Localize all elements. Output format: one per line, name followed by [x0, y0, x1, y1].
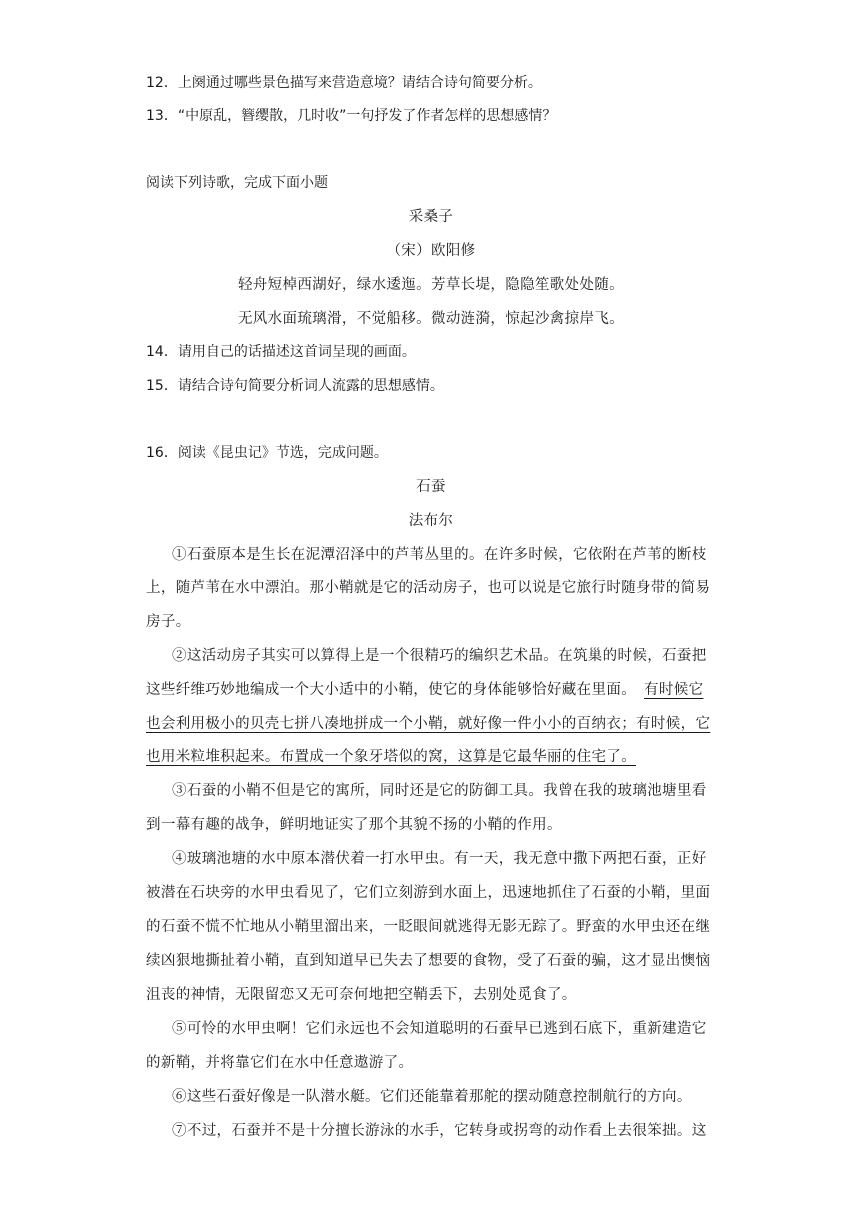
essay-line: ④玻璃池塘的水中原本潜伏着一打水甲虫。有一天，我无意中撒下两把石蚕，正好 [172, 851, 707, 867]
essay-line: ①石蚕原本是生长在泥潭沼泽中的芦苇丛里的。在许多时候，它依附在芦苇的断枝 [172, 547, 707, 563]
question-15: 15．请结合诗句简要分析词人流露的思想感情。 [146, 378, 444, 394]
poem-line-2: 无风水面琉璃滑，不觉船移。微动涟漪，惊起沙禽掠岸飞。 [237, 311, 625, 327]
poem-line-1: 轻舟短棹西湖好，绿水逶迤。芳草长堤，隐隐笙歌处处随。 [237, 277, 625, 293]
underlined-sentence: 也用米粒堆积起来。布置成一个象牙塔似的窝，这算是它最华丽的住宅了。 [146, 749, 637, 765]
poem-author: （宋）欧阳修 [386, 243, 476, 259]
essay-text: 这些纤维巧妙地编成一个大小适中的小鞘，使它的身体能够恰好藏在里面。 [146, 682, 637, 698]
essay-title: 石蚕 [416, 479, 446, 495]
poem-intro: 阅读下列诗歌，完成下面小题 [146, 175, 328, 191]
essay-line: ②这活动房子其实可以算得上是一个很精巧的编织艺术品。在筑巢的时候，石蚕把 [172, 648, 707, 664]
essay-author: 法布尔 [408, 513, 454, 529]
underlined-sentence: 也会利用极小的贝壳七拼八凑地拼成一个小鞘，就好像一件小小的百纳衣；有时候，它 [146, 716, 711, 732]
question-14: 14．请用自己的话描述这首词呈现的画面。 [146, 344, 416, 360]
essay-line: 的新鞘，并将靠它们在水中任意遨游了。 [146, 1055, 414, 1071]
essay-line-with-underline [146, 680, 726, 700]
underlined-sentence: 有时候它 [644, 682, 704, 698]
essay-line: 的石蚕不慌不忙地从小鞘里溜出来，一眨眼间就逃得无影无踪了。野蛮的水甲虫还在继 [146, 919, 711, 935]
essay-line: 沮丧的神情，无限留恋又无可奈何地把空鞘丢下，去别处觅食了。 [146, 987, 577, 1003]
essay-line: 被潜在石块旁的水甲虫看见了，它们立刻游到水面上，迅速地抓住了石蚕的小鞘，里面 [146, 885, 711, 901]
essay-line: ⑦不过，石蚕并不是十分擅长游泳的水手，它转身或拐弯的动作看上去很笨拙。这 [172, 1123, 707, 1139]
essay-line: ⑤可怜的水甲虫啊！它们永远也不会知道聪明的石蚕早已逃到石底下，重新建造它 [172, 1021, 707, 1037]
essay-line: 房子。 [146, 614, 191, 630]
poem-title: 采桑子 [408, 209, 454, 225]
question-13: 13．“中原乱，簪缨散，几时收”一句抒发了作者怎样的思想感情？ [146, 108, 557, 124]
essay-line: 续凶狠地撕扯着小鞘，直到知道早已失去了想要的食物，受了石蚕的骗，这才显出懊恼 [146, 953, 711, 969]
essay-line: 上，随芦苇在水中漂泊。那小鞘就是它的活动房子，也可以说是它旅行时随身带的简易 [146, 580, 711, 596]
question-16: 16．阅读《昆虫记》节选，完成问题。 [146, 445, 388, 461]
essay-line: ③石蚕的小鞘不但是它的寓所，同时还是它的防御工具。我曾在我的玻璃池塘里看 [172, 783, 707, 799]
essay-line: 到一幕有趣的战争，鲜明地证实了那个其貌不扬的小鞘的作用。 [146, 817, 562, 833]
question-12: 12．上阕通过哪些景色描写来营造意境？请结合诗句简要分析。 [146, 75, 542, 91]
essay-line: ⑥这些石蚕好像是一队潜水艇。它们还能靠着那舵的摆动随意控制航行的方向。 [172, 1089, 692, 1105]
